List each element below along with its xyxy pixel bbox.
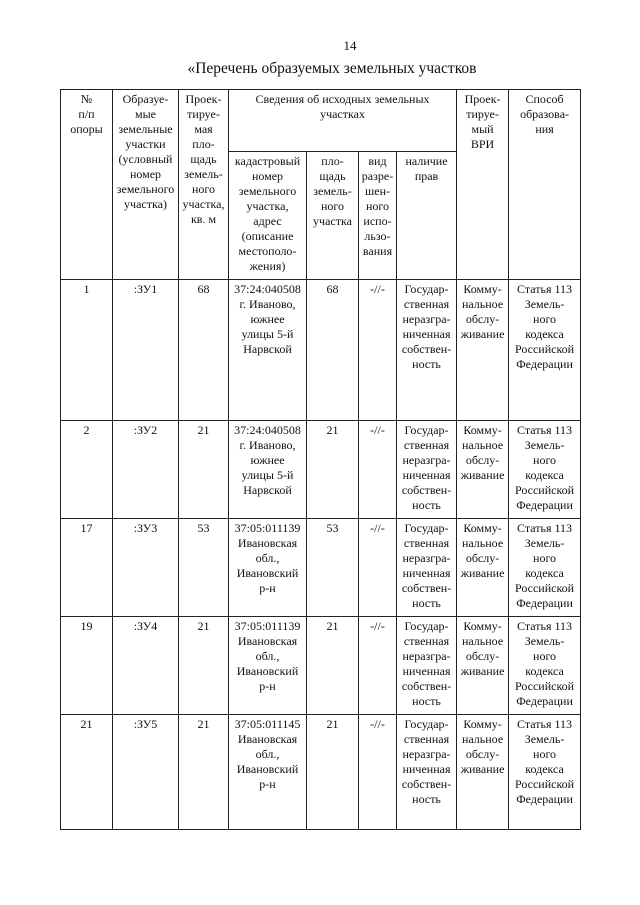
text-line: Ивановская [237, 732, 298, 746]
cell-permitted-use: -//- [359, 280, 397, 421]
cell-source-area: 21 [307, 421, 359, 519]
text-line: участка, [246, 199, 289, 213]
text-line: г. Иваново, [239, 438, 296, 452]
text-line: обл., [255, 551, 280, 565]
cell-source-area: 53 [307, 519, 359, 617]
text-line: ного [320, 199, 345, 213]
cell-projected-area: 53 [179, 519, 229, 617]
cell-plot-id: :ЗУ3 [113, 519, 179, 617]
cell-plot-id: :ЗУ5 [113, 715, 179, 830]
text-line: ниченная [402, 566, 451, 580]
cell-projected-area: 21 [179, 715, 229, 830]
text-line: Российской [514, 679, 575, 693]
text-line: Проек- [185, 92, 222, 106]
text-line: Статья 113 [517, 423, 573, 437]
text-line: неразгра- [402, 453, 451, 467]
text-line: ность [412, 694, 441, 708]
text-line: обслу- [465, 551, 500, 565]
text-line: ния [535, 122, 554, 136]
text-line: ниченная [402, 664, 451, 678]
text-line: Российской [514, 777, 575, 791]
text-line: опоры [70, 122, 103, 136]
text-line: собствен- [401, 679, 452, 693]
text-line: Комму- [463, 521, 502, 535]
header-rights [397, 152, 457, 280]
text-line: неразгра- [402, 312, 451, 326]
text-line: шен- [365, 184, 390, 198]
text-line: неразгра- [402, 747, 451, 761]
text-line: (описание [241, 229, 294, 243]
text-line: ного [533, 312, 557, 326]
text-line: р-н [259, 777, 276, 791]
text-line: участка) [124, 197, 167, 211]
header-row-number [61, 90, 113, 280]
text-line: южнее [250, 453, 285, 467]
text-line: собствен- [401, 777, 452, 791]
text-line: тируе- [466, 107, 499, 121]
text-line: 37:05:011139 [234, 619, 301, 633]
text-line: щадь [190, 152, 217, 166]
text-line: местополо- [238, 244, 297, 258]
text-line: Федерации [516, 357, 573, 371]
header-projected-area [179, 90, 229, 280]
text-line: разре- [361, 169, 394, 183]
table-row [61, 715, 581, 830]
text-line: живание [460, 566, 505, 580]
cell-plot-id: :ЗУ1 [113, 280, 179, 421]
cell-permitted-use: -//- [359, 715, 397, 830]
text-line: Способ [525, 92, 564, 106]
text-line: Ивановский [236, 566, 299, 580]
text-line: Комму- [463, 619, 502, 633]
text-line: ВРИ [470, 137, 495, 151]
page-number: 14 [343, 38, 357, 53]
text-line: неразгра- [402, 551, 451, 565]
text-line: Земель- [524, 297, 565, 311]
text-line: земель- [184, 167, 223, 181]
text-line: ственная [403, 297, 450, 311]
cell-row-number: 21 [61, 715, 113, 830]
cell-permitted-use: -//- [359, 519, 397, 617]
text-line: живание [460, 468, 505, 482]
text-line: Государ- [404, 717, 449, 731]
cell-formation-method [509, 280, 581, 421]
text-line: земельные [118, 122, 173, 136]
text-line: участка, [182, 197, 225, 211]
text-line: прав [414, 169, 439, 183]
cell-row-number: 19 [61, 617, 113, 715]
cell-cadastral [229, 280, 307, 421]
text-line: ственная [403, 536, 450, 550]
text-line: Российской [514, 342, 575, 356]
text-line: льзо- [364, 229, 391, 243]
text-line: Российской [514, 581, 575, 595]
text-line: пло- [192, 137, 215, 151]
text-line: № [80, 92, 93, 106]
cell-cadastral [229, 421, 307, 519]
text-line: 37:05:011139 [234, 521, 301, 535]
cell-vri [457, 421, 509, 519]
cell-rights [397, 715, 457, 830]
table-row [61, 421, 581, 519]
text-line: Комму- [463, 717, 502, 731]
text-line: обл., [255, 649, 280, 663]
cell-projected-area: 68 [179, 280, 229, 421]
text-line: ность [412, 596, 441, 610]
table-row [61, 280, 581, 421]
cell-row-number: 1 [61, 280, 113, 421]
text-line: Земель- [524, 438, 565, 452]
text-line: кадастровый [234, 154, 301, 168]
text-line: ного [365, 199, 390, 213]
header-source-plots [229, 90, 457, 152]
text-line: (условный [118, 152, 173, 166]
text-line: Федерации [516, 498, 573, 512]
header-formation-method [509, 90, 581, 280]
text-line: земельного [116, 182, 175, 196]
text-line: ниченная [402, 762, 451, 776]
text-line: Государ- [404, 521, 449, 535]
cell-permitted-use: -//- [359, 617, 397, 715]
text-line: нальное [461, 438, 504, 452]
cell-formation-method [509, 519, 581, 617]
text-line: земель- [313, 184, 352, 198]
text-line: тируе- [187, 107, 220, 121]
text-line: мый [471, 122, 494, 136]
cell-rights [397, 617, 457, 715]
cell-cadastral [229, 519, 307, 617]
text-line: Федерации [516, 596, 573, 610]
text-line: мые [135, 107, 156, 121]
text-line: кодекса [525, 664, 564, 678]
text-line: р-н [259, 581, 276, 595]
text-line: ниченная [402, 327, 451, 341]
header-cadastral-number [229, 152, 307, 280]
text-line: нальное [461, 732, 504, 746]
text-line: ного [533, 747, 557, 761]
text-line: Земель- [524, 732, 565, 746]
text-line: собствен- [401, 581, 452, 595]
text-line: ного [191, 182, 216, 196]
text-line: р-н [259, 679, 276, 693]
cell-cadastral [229, 715, 307, 830]
text-line: Проек- [464, 92, 501, 106]
text-line: ность [412, 357, 441, 371]
text-line: ниченная [402, 468, 451, 482]
text-line: мая [194, 122, 213, 136]
text-line: живание [460, 762, 505, 776]
text-line: нальное [461, 536, 504, 550]
header-permitted-use [359, 152, 397, 280]
cell-cadastral [229, 617, 307, 715]
text-line: кодекса [525, 762, 564, 776]
text-line: Статья 113 [517, 282, 573, 296]
document-title: «Перечень образуемых земельных участков [187, 60, 477, 77]
text-line: Статья 113 [517, 717, 573, 731]
text-line: участка [313, 214, 352, 228]
text-line: ственная [403, 634, 450, 648]
table-body [61, 280, 581, 830]
land-plots-table [60, 89, 581, 830]
text-line: обл., [255, 747, 280, 761]
header-projected-vri [457, 90, 509, 280]
text-line: Федерации [516, 792, 573, 806]
cell-permitted-use: -//- [359, 421, 397, 519]
text-line: жения) [249, 259, 286, 273]
text-line: Государ- [404, 619, 449, 633]
text-line: ственная [403, 438, 450, 452]
text-line: Нарвской [243, 342, 292, 356]
text-line: улицы 5-й [241, 327, 294, 341]
text-line: 37:05:011145 [234, 717, 301, 731]
text-line: Земель- [524, 634, 565, 648]
text-line: собствен- [401, 342, 452, 356]
text-line: ного [533, 551, 557, 565]
text-line: г. Иваново, [239, 297, 296, 311]
cell-formation-method [509, 617, 581, 715]
text-line: ность [412, 498, 441, 512]
text-line: участки [125, 137, 166, 151]
cell-rights [397, 519, 457, 617]
text-line: кв. м [190, 212, 217, 226]
text-line: нальное [461, 297, 504, 311]
text-line: улицы 5-й [241, 468, 294, 482]
text-line: испо- [363, 214, 392, 228]
text-line: Образуе- [122, 92, 169, 106]
text-line: Комму- [463, 423, 502, 437]
text-line: номер [251, 169, 284, 183]
text-line: Земель- [524, 536, 565, 550]
text-line: кодекса [525, 566, 564, 580]
text-line: ного [533, 649, 557, 663]
text-line: участках [320, 107, 365, 121]
text-line: кодекса [525, 468, 564, 482]
text-line: Нарвской [243, 483, 292, 497]
text-line: Ивановский [236, 762, 299, 776]
text-line: собствен- [401, 483, 452, 497]
cell-source-area: 21 [307, 617, 359, 715]
text-line: номер [129, 167, 162, 181]
text-line: Ивановский [236, 664, 299, 678]
text-line: Статья 113 [517, 521, 573, 535]
text-line: 37:24:040508 [234, 423, 301, 437]
text-line: пло- [321, 154, 344, 168]
text-line: живание [460, 664, 505, 678]
text-line: адрес [253, 214, 282, 228]
cell-formation-method [509, 715, 581, 830]
cell-row-number: 17 [61, 519, 113, 617]
cell-formation-method [509, 421, 581, 519]
text-line: Сведения об исходных земельных [255, 92, 430, 106]
cell-vri [457, 280, 509, 421]
text-line: Комму- [463, 282, 502, 296]
text-line: Государ- [404, 423, 449, 437]
text-line: обслу- [465, 312, 500, 326]
text-line: Российской [514, 483, 575, 497]
text-line: ственная [403, 732, 450, 746]
text-line: вания [362, 244, 393, 258]
text-line: Федерации [516, 694, 573, 708]
text-line: ного [533, 453, 557, 467]
text-line: Ивановская [237, 634, 298, 648]
text-line: обслу- [465, 649, 500, 663]
text-line: обслу- [465, 747, 500, 761]
text-line: южнее [250, 312, 285, 326]
text-line: Ивановская [237, 536, 298, 550]
text-line: Государ- [404, 282, 449, 296]
text-line: кодекса [525, 327, 564, 341]
cell-projected-area: 21 [179, 421, 229, 519]
header-formed-plots [113, 90, 179, 280]
text-line: щадь [319, 169, 346, 183]
cell-vri [457, 519, 509, 617]
text-line: Статья 113 [517, 619, 573, 633]
text-line: п/п [78, 107, 95, 121]
cell-source-area: 21 [307, 715, 359, 830]
text-line: 37:24:040508 [234, 282, 301, 296]
cell-source-area: 68 [307, 280, 359, 421]
text-line: земельного [238, 184, 297, 198]
cell-vri [457, 715, 509, 830]
cell-rights [397, 421, 457, 519]
cell-plot-id: :ЗУ2 [113, 421, 179, 519]
table-row [61, 617, 581, 715]
text-line: вид [368, 154, 387, 168]
cell-row-number: 2 [61, 421, 113, 519]
text-line: образова- [520, 107, 570, 121]
table-row [61, 519, 581, 617]
text-line: наличие [405, 154, 448, 168]
text-line: обслу- [465, 453, 500, 467]
text-line: неразгра- [402, 649, 451, 663]
cell-projected-area: 21 [179, 617, 229, 715]
text-line: нальное [461, 634, 504, 648]
header-source-area [307, 152, 359, 280]
text-line: живание [460, 327, 505, 341]
text-line: ность [412, 792, 441, 806]
cell-vri [457, 617, 509, 715]
cell-rights [397, 280, 457, 421]
cell-plot-id: :ЗУ4 [113, 617, 179, 715]
